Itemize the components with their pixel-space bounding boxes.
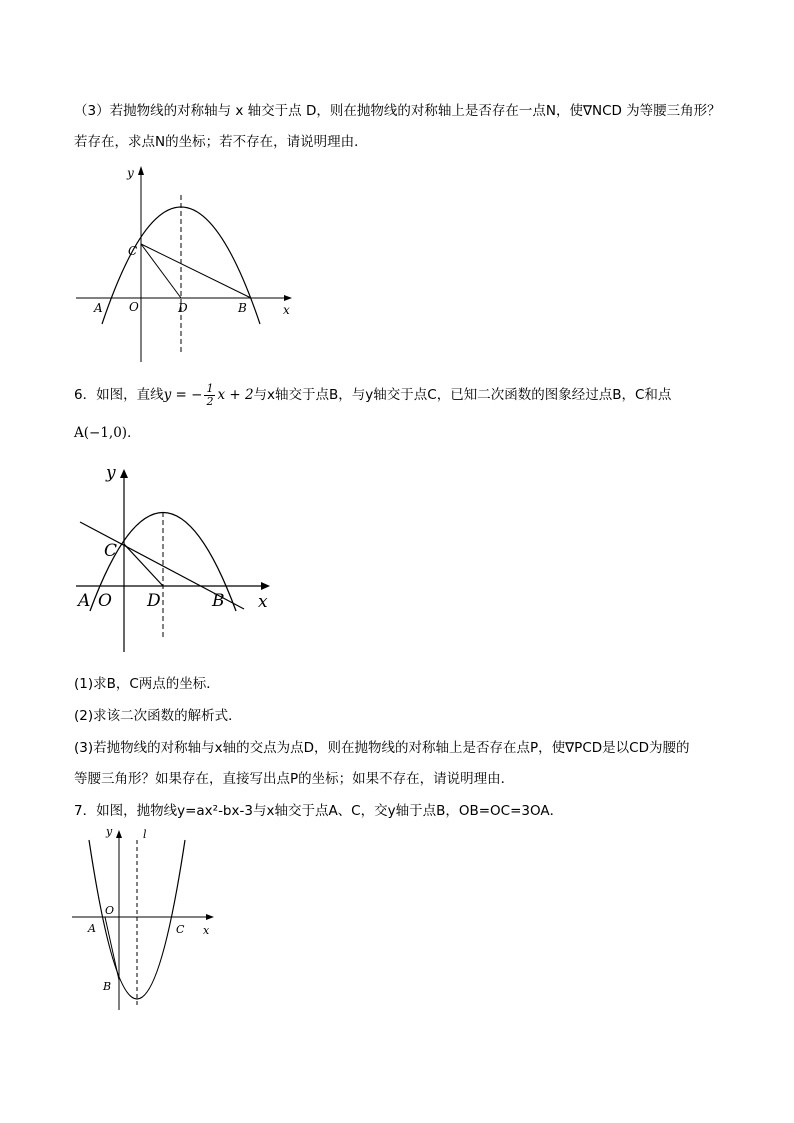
fig2-label-y: y: [106, 463, 116, 483]
q6-eq-lhs: y = −: [163, 387, 203, 403]
fig3-label-O: O: [105, 904, 115, 917]
q6-part2: (2)求该二次函数的解析式．: [74, 708, 242, 724]
fig3-x-arrow: [206, 914, 214, 920]
question-part3-line2: 若存在，求点N的坐标；若不存在，请说明理由．: [74, 134, 368, 150]
question-6-line2: A(−1,0)．: [74, 425, 141, 441]
fig2-label-B: B: [212, 591, 225, 611]
fig3-label-y: y: [106, 825, 113, 838]
fig1-label-B: B: [238, 301, 247, 315]
fig1-x-arrow: [284, 295, 292, 301]
fig2-label-O: O: [98, 591, 112, 611]
fig2-y-arrow: [120, 469, 128, 478]
fig2-label-C: C: [104, 541, 118, 561]
q6-post: 与x轴交于点B，与y轴交于点C，已知二次函数的图象经过点B，C和点: [253, 387, 672, 403]
fig1-label-O: O: [129, 300, 139, 314]
fig3-segment-AB: [105, 917, 119, 980]
fig3-label-B: B: [103, 980, 112, 993]
fig2-label-x: x: [258, 592, 268, 612]
fig1-label-A: A: [94, 301, 103, 315]
fig2-x-arrow: [261, 582, 270, 590]
fig1-label-y: y: [127, 166, 134, 180]
question-part3-line1: （3）若抛物线的对称轴与 x 轴交于点 D，则在抛物线的对称轴上是否存在一点N，使∇NCD 为等腰三角形？: [74, 103, 721, 119]
q6-frac-den: 2: [206, 394, 214, 408]
fig1-y-arrow: [138, 166, 144, 175]
fig3-label-x: x: [203, 924, 210, 937]
fig3-y-arrow: [116, 830, 122, 838]
q6-eq-rhs: x + 2: [217, 387, 254, 403]
q6-part3-line1: (3)若抛物线的对称轴与x轴的交点为点D，则在抛物线的对称轴上是否存在点P，使∇PCD是以CD为腰的: [74, 740, 690, 756]
q6-part3-line2: 等腰三角形？如果存在，直接写出点P的坐标；如果不存在，请说明理由．: [74, 771, 515, 787]
fig1-label-x: x: [283, 303, 290, 317]
question-7: 7．如图，抛物线y=ax²-bx-3与x轴交于点A、C，交y轴于点B，OB=OC=3OA．: [74, 803, 564, 819]
q6-frac-num: 1: [206, 381, 214, 395]
fig2-label-A: A: [78, 591, 91, 611]
fig1-segment-CB: [141, 244, 251, 298]
fig3-label-l: l: [143, 828, 147, 841]
q6-prefix: 6．如图，直线: [74, 387, 164, 403]
fig3-label-A: A: [88, 922, 96, 935]
fig1-label-C: C: [128, 244, 138, 258]
fig1-label-D: D: [178, 301, 188, 315]
q6-part1: (1)求B，C两点的坐标．: [74, 676, 220, 692]
fig2-label-D: D: [147, 591, 161, 611]
figure-3-parabola: [68, 822, 218, 1012]
fig2-segment-CD: [124, 544, 163, 586]
figure-1-parabola: [72, 160, 302, 370]
question-6-line1: [74, 381, 671, 409]
figure-2-parabola: [72, 455, 282, 660]
fig3-label-C: C: [176, 923, 185, 936]
q6-fraction: [204, 383, 215, 408]
fig1-segment-CD: [141, 244, 181, 298]
